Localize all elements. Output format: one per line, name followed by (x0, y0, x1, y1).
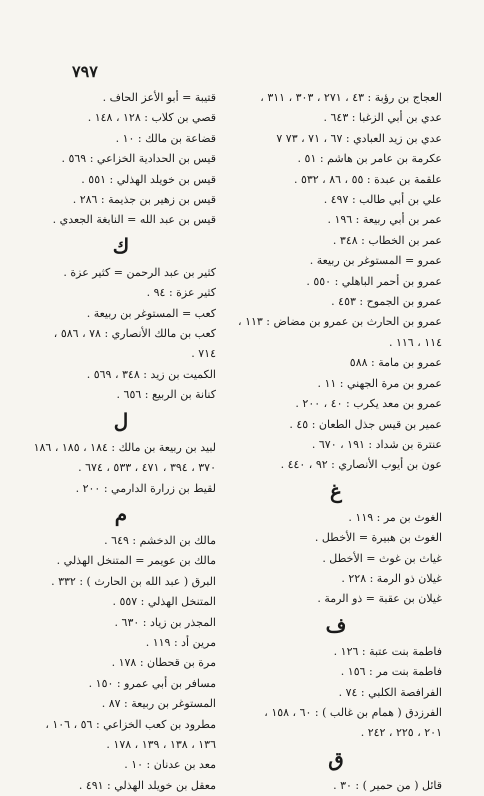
index-entry: الفرزدق ( همام بن غالب ) : ٦٠ ، ١٥٨ ، (264, 705, 442, 719)
index-entry: عمرو بن أحمر الباهلي : ٥٥٠ . (306, 274, 442, 288)
index-entry: عمرو بن الجموح : ٤٥٣ . (331, 295, 442, 309)
section-letter: ق (328, 746, 344, 771)
index-entry: غيلان ذو الرمة : ٢٢٨ . (341, 571, 442, 585)
section-letter: ك (112, 233, 130, 258)
index-entry: عمرو بن مامة : ٥٨٨ (349, 356, 442, 370)
index-entry: مطرود بن كعب الخزاعي : ٥٦ ، ١٠٦ ، (45, 717, 216, 731)
index-entry: عمرو بن مرة الجهني : ١١ . (317, 376, 442, 390)
index-entry: ٢٠١ ، ٢٢٥ ، ٢٤٢ . (360, 726, 442, 740)
index-entry: كعب بن مالك الأنصاري : ٧٨ ، ٥٨٦ ، (53, 327, 216, 341)
index-entry: قصي بن كلاب : ١٢٨ ، ١٤٨ . (87, 111, 216, 125)
index-entry: عمرو بن معد يكرب : ٤٠ ، ٢٠٠ . (295, 397, 442, 411)
index-entry: عدي بن أبي الزغبا : ٦٤٣ . (323, 111, 442, 125)
index-entry: مالك بن الدخشم : ٦٤٩ . (104, 533, 216, 547)
index-entry: مسافر بن أبي عمرو : ١٥٠ . (88, 676, 216, 690)
index-entry: عمرو = المستوغر بن ربيعة . (309, 254, 442, 268)
index-entry: البرق ( عبد الله بن الحارث ) : ٣٣٢ . (51, 574, 216, 588)
index-entry: قتيبة = أبو الأعز الحاف . (102, 91, 216, 104)
section-letter: ل (113, 408, 129, 433)
index-entry: قيس بن عبد الله = النابغة الجعدي . (52, 213, 216, 227)
index-entry: لقيط بن زرارة الدارمي : ٢٠٠ . (75, 481, 216, 495)
index-entry: عمر بن أبي ربيعة : ١٩٦ . (327, 213, 442, 227)
index-entry: عدي بن زيد العبادي : ٦٧ ، ٧١ ، ٧٣ ٧ (276, 131, 442, 145)
index-entry: قائل ( من حمير ) : ٣٠ . (333, 778, 442, 792)
index-entry: غياث بن غوث = الأخطل . (322, 551, 442, 565)
index-entry: معد بن عدنان : ١٠ . (124, 758, 216, 772)
index-entry: عمر بن الخطاب : ٣٤٨ . (332, 233, 442, 247)
index-column-left (26, 88, 216, 796)
index-entry: الغوث بن مر : ١١٩ . (348, 510, 442, 524)
index-entry: لبيد بن ربيعة بن مالك : ١٨٤ ، ١٨٥ ، ١٨٦ (33, 440, 216, 454)
index-entry: عنترة بن شداد : ١٩١ ، ٦٧٠ . (311, 437, 442, 451)
index-entry: كثير عزة : ٩٤ . (146, 286, 216, 300)
index-entry: ١٣٦ ، ١٣٨ ، ١٣٩ ، ١٧٨ . (106, 737, 216, 751)
index-entry: كنانة بن الربيع : ٦٥٦ . (116, 388, 216, 402)
index-entry: ٧١٤ . (191, 347, 216, 361)
index-entry: عون بن أيوب الأنصاري : ٩٢ ، ٤٤٠ . (280, 458, 442, 472)
section-letter: م (114, 501, 128, 526)
index-entry: قضاعة بن مالك : ١٠ . (115, 131, 216, 145)
index-entry: مالك بن عويمر = المتنخل الهذلي . (56, 554, 216, 568)
index-entry: الغوث بن هبيرة = الأخطل . (314, 531, 442, 545)
index-entry: معقل بن خويلد الهذلي : ٤٩١ . (78, 778, 216, 792)
index-entry: غيلان بن عقبة = ذو الرمة . (317, 592, 442, 606)
index-entry: قيس بن الحدادية الخزاعي : ٥٦٩ . (61, 152, 216, 166)
index-column-right (230, 88, 442, 796)
index-entry: المتنخل الهذلي : ٥٥٧ . (112, 595, 216, 609)
index-entry: عمير بن قيس جذل الطعان : ٤٥ . (289, 417, 442, 431)
index-entry: العجاج بن رؤبة : ٤٣ ، ٢٧١ ، ٣٠٣ ، ٣١١ ، (260, 91, 442, 104)
index-entry: فاطمة بنت مر : ١٥٦ . (340, 665, 442, 679)
index-entry: علي بن أبي طالب : ٤٩٧ . (323, 193, 442, 207)
index-entry: قيس بن زهير بن جذيمة : ٢٨٦ . (72, 193, 216, 207)
index-entry: ٣٧٠ ، ٣٩٤ ، ٤٧١ ، ٥٣٣ ، ٦٧٤ . (78, 461, 216, 475)
page-number: ٧٩٧ (72, 62, 98, 81)
index-entry: الكميت بن زيد : ٣٤٨ ، ٥٦٩ . (86, 367, 216, 381)
section-letter: غ (330, 478, 342, 503)
index-entry: المجذر بن زياد : ٦٣٠ . (114, 615, 216, 629)
index-entry: قيس بن خويلد الهذلي : ٥٥١ . (81, 172, 216, 186)
index-entry: عمرو بن الحارث بن عمرو بن مضاض : ١١٣ ، (238, 315, 442, 329)
index-entry: فاطمة بنت عتبة : ١٢٦ . (333, 644, 442, 658)
index-entry: علقمة بن عبدة : ٥٥ ، ٨٦ ، ٥٣٢ . (293, 172, 442, 186)
index-entry: مرة بن قحطان : ١٧٨ . (111, 656, 216, 670)
index-entry: كعب = المستوغر بن ربيعة . (86, 306, 216, 320)
index-entry: كثير بن عبد الرحمن = كثير عزة . (63, 265, 216, 279)
section-letter: ف (325, 612, 347, 637)
index-entry: الفرافصة الكلبي : ٧٤ . (338, 685, 442, 699)
index-entry: مرين أد : ١١٩ . (145, 635, 216, 649)
index-entry: ١١٤ ، ١١٦ . (388, 335, 442, 349)
index-entry: عكرمة بن عامر بن هاشم : ٥١ . (297, 152, 442, 166)
index-entry: المستوغر بن ربيعة : ٨٧ . (101, 697, 216, 711)
